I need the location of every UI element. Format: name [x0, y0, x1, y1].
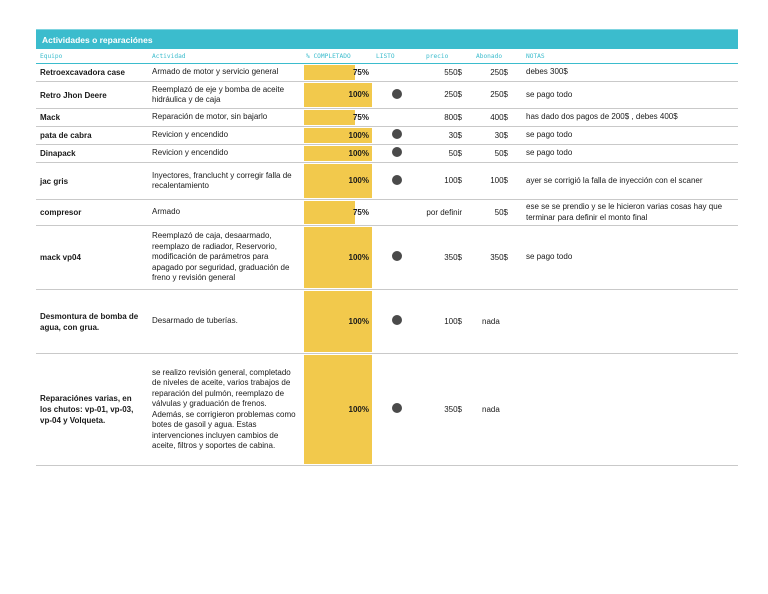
cell-completado[interactable]: [302, 226, 372, 290]
done-dot-icon: [392, 175, 402, 185]
cell-actividad[interactable]: Inyectores, franclucht y corregir falla de recalentamiento: [148, 163, 302, 200]
table-row: [36, 145, 738, 163]
header-actividad[interactable]: Actividad: [148, 49, 302, 64]
header-precio[interactable]: precio: [422, 49, 472, 64]
done-dot-icon: [392, 89, 402, 99]
cell-equipo[interactable]: jac gris: [36, 163, 148, 200]
progress-value: 100%: [348, 130, 369, 140]
cell-completado[interactable]: [302, 354, 372, 466]
done-dot-icon: [392, 129, 402, 139]
progress-value: 75%: [352, 67, 369, 77]
progress-value: 100%: [348, 148, 369, 158]
cell-completado[interactable]: [302, 145, 372, 163]
cell-listo[interactable]: [372, 127, 422, 145]
cell-listo[interactable]: [372, 354, 422, 466]
table-row: [36, 226, 738, 290]
cell-completado[interactable]: [302, 200, 372, 226]
table-row: [36, 64, 738, 82]
cell-abonado[interactable]: nada: [472, 354, 522, 466]
cell-listo[interactable]: [372, 290, 422, 354]
table-row: [36, 354, 738, 466]
cell-listo[interactable]: [372, 82, 422, 109]
cell-precio[interactable]: 50$: [422, 145, 472, 163]
progress-value: 75%: [352, 112, 369, 122]
cell-completado[interactable]: [302, 127, 372, 145]
cell-abonado[interactable]: 50$: [472, 145, 522, 163]
progress-value: 100%: [348, 90, 369, 99]
header-completado[interactable]: % COMPLETADO: [302, 49, 372, 64]
cell-precio[interactable]: por definir: [422, 200, 472, 226]
cell-precio[interactable]: 30$: [422, 127, 472, 145]
cell-notas[interactable]: [522, 354, 738, 466]
cell-equipo[interactable]: mack vp04: [36, 226, 148, 290]
cell-notas[interactable]: ayer se corrigió la falla de inyección con el scaner: [522, 163, 738, 200]
cell-equipo[interactable]: pata de cabra: [36, 127, 148, 145]
cell-precio[interactable]: 800$: [422, 109, 472, 127]
header-abonado[interactable]: Abonado: [472, 49, 522, 64]
spreadsheet: [36, 29, 738, 466]
done-dot-icon: [392, 315, 402, 325]
cell-equipo[interactable]: Reparaciónes varias, en los chutos: vp-01, vp-03, vp-04 y Volqueta.: [36, 354, 148, 466]
cell-actividad[interactable]: Armado: [148, 200, 302, 226]
progress-value: 100%: [348, 176, 369, 185]
table-row: [36, 127, 738, 145]
cell-equipo[interactable]: Retroexcavadora case: [36, 64, 148, 82]
table-row: [36, 200, 738, 226]
cell-notas[interactable]: se pago todo: [522, 226, 738, 290]
cell-completado[interactable]: [302, 109, 372, 127]
progress-value: 100%: [348, 252, 369, 262]
cell-completado[interactable]: [302, 163, 372, 200]
cell-actividad[interactable]: Armado de motor y servicio general: [148, 64, 302, 82]
cell-listo[interactable]: [372, 145, 422, 163]
header-equipo[interactable]: Equipo: [36, 49, 148, 64]
cell-listo[interactable]: [372, 64, 422, 82]
cell-notas[interactable]: ese se se prendio y se le hicieron varias cosas hay que terminar para definir el monto final: [522, 200, 738, 226]
cell-notas[interactable]: se pago todo: [522, 82, 738, 109]
cell-equipo[interactable]: compresor: [36, 200, 148, 226]
cell-actividad[interactable]: Reemplazó de caja, desaarmado, reemplazo de radiador, Reservorio, modificación de parámetros para apagado por seguridad, graduación de freno y revisión general: [148, 226, 302, 290]
cell-equipo[interactable]: Retro Jhon Deere: [36, 82, 148, 109]
cell-abonado[interactable]: 250$: [472, 64, 522, 82]
cell-notas[interactable]: has dado dos pagos de 200$ , debes 400$: [522, 109, 738, 127]
cell-equipo[interactable]: Dinapack: [36, 145, 148, 163]
cell-abonado[interactable]: 30$: [472, 127, 522, 145]
activities-table: [36, 49, 738, 466]
cell-equipo[interactable]: Desmontura de bomba de agua, con grua.: [36, 290, 148, 354]
cell-completado[interactable]: [302, 64, 372, 82]
cell-abonado[interactable]: nada: [472, 290, 522, 354]
cell-listo[interactable]: [372, 226, 422, 290]
done-dot-icon: [392, 403, 402, 413]
progress-value: 75%: [352, 207, 369, 217]
cell-actividad[interactable]: se realizo revisión general, completado de niveles de aceite, varios trabajos de reparación del pulmón, reemplazo de válvulas y graduación de frenos. Además, se corrigieron problemas como botes de gasoil y agua. Estas intervenciones incluyen cambios de aceite, filtros y soportes de cabina.: [148, 354, 302, 466]
header-notas[interactable]: NOTAS: [522, 49, 738, 64]
table-row: [36, 290, 738, 354]
cell-notas[interactable]: se pago todo: [522, 145, 738, 163]
table-row: [36, 82, 738, 109]
cell-precio[interactable]: 350$: [422, 226, 472, 290]
cell-precio[interactable]: 350$: [422, 354, 472, 466]
cell-abonado[interactable]: 100$: [472, 163, 522, 200]
cell-actividad[interactable]: Revicion y encendido: [148, 145, 302, 163]
cell-listo[interactable]: [372, 200, 422, 226]
cell-notas[interactable]: [522, 290, 738, 354]
table-row: [36, 163, 738, 200]
header-row: [36, 49, 738, 64]
cell-notas[interactable]: se pago todo: [522, 127, 738, 145]
cell-actividad[interactable]: Desarmado de tuberías.: [148, 290, 302, 354]
cell-abonado[interactable]: 350$: [472, 226, 522, 290]
cell-equipo[interactable]: Mack: [36, 109, 148, 127]
done-dot-icon: [392, 251, 402, 261]
done-dot-icon: [392, 147, 402, 157]
cell-notas[interactable]: debes 300$: [522, 64, 738, 82]
cell-precio[interactable]: 250$: [422, 82, 472, 109]
progress-value: 100%: [348, 404, 369, 414]
cell-precio[interactable]: 100$: [422, 290, 472, 354]
progress-value: 100%: [348, 316, 369, 326]
cell-abonado[interactable]: 400$: [472, 109, 522, 127]
cell-precio[interactable]: 100$: [422, 163, 472, 200]
cell-completado[interactable]: [302, 82, 372, 109]
table-row: [36, 109, 738, 127]
header-listo[interactable]: LISTO: [372, 49, 422, 64]
cell-listo[interactable]: [372, 163, 422, 200]
cell-completado[interactable]: [302, 290, 372, 354]
cell-abonado[interactable]: 50$: [472, 200, 522, 226]
table-title: Actividades o reparaciónes: [36, 29, 738, 49]
cell-actividad[interactable]: Reemplazó de eje y bomba de aceite hidráulica y de caja: [148, 82, 302, 109]
cell-abonado[interactable]: 250$: [472, 82, 522, 109]
cell-precio[interactable]: 550$: [422, 64, 472, 82]
cell-actividad[interactable]: Revicion y encendido: [148, 127, 302, 145]
cell-actividad[interactable]: Reparación de motor, sin bajarlo: [148, 109, 302, 127]
cell-listo[interactable]: [372, 109, 422, 127]
